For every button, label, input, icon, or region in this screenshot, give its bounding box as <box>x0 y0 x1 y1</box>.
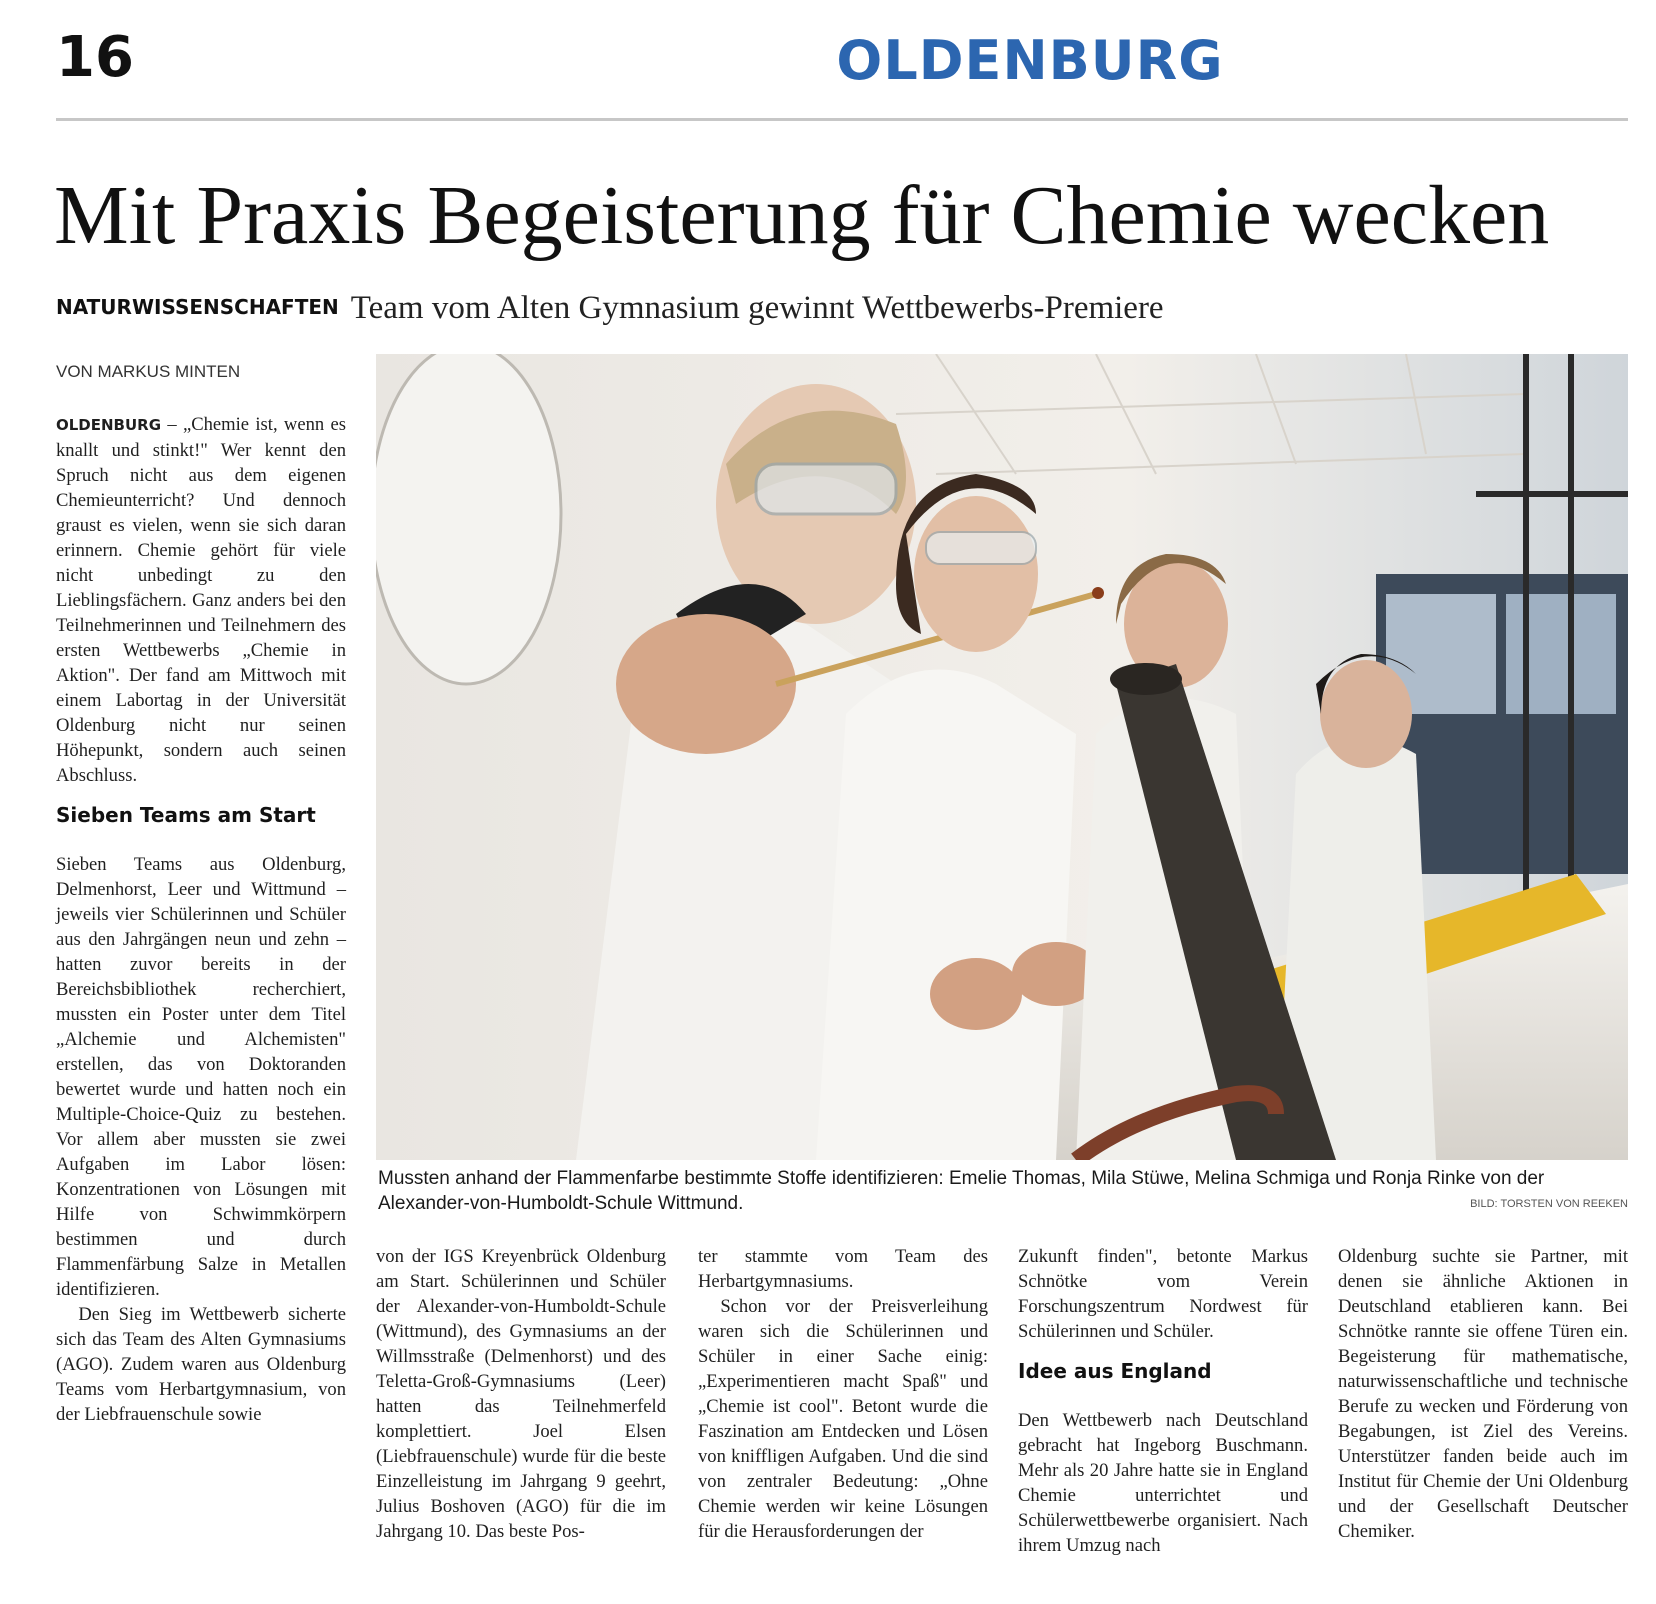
header-divider <box>56 118 1628 121</box>
paragraph-poster: ter stammte vom Team des Herbartgymnasiums. <box>698 1246 988 1292</box>
paragraph-wettbewerb: Den Wettbewerb nach Deutschland gebracht hat Ingeborg Buschmann. Mehr als 20 Jahre hatte sie in England Chemie unterrichtet und Schülerwettbewerbe organisiert. Nach ihrem Umzug nach <box>1018 1410 1308 1556</box>
byline: VON MARKUS MINTEN <box>56 362 241 381</box>
text-column-2 <box>376 1244 666 1544</box>
paragraph-sieg: Den Sieg im Wettbewerb sicherte sich das Team des Alten Gymnasiums (AGO). Zudem waren aus Oldenburg Teams vom Herbartgymnasium, von der Liebfrauenschule sowie <box>56 1304 346 1425</box>
text-column-5 <box>1338 1244 1628 1544</box>
article-photo <box>376 354 1628 1160</box>
paragraph-intro-text: – „Chemie ist, wenn es knallt und stinkt!" Wer kennt den Spruch nicht aus dem eigenen Chemieunterricht? Und dennoch graust es vielen, wenn sie sich daran erinnern. Chemie gehört für viele nicht unbedingt zu den Lieblingsfächern. Ganz anders bei den Teilnehmerinnen und Teilnehmern des ersten Wettbewerbs „Chemie in Aktion". Der fand am Mittwoch mit einem Labortag in der Universität Oldenburg nicht nur seinen Höhepunkt, sondern auch seinen Abschluss. <box>56 414 346 786</box>
paragraph-partner: Oldenburg suchte sie Partner, mit denen sie ähnliche Aktionen in Deutschland etablieren kann. Bei Schnötke rannte sie offene Türen ein. Begeisterung für mathematische, naturwissenschaftliche und technische Berufe zu wecken und Förderung von Begabungen, ist Ziel des Vereins. Unterstützer fanden beide auch im Institut für Chemie der Uni Oldenburg und der Gesellschaft Deutscher Chemiker. <box>1338 1246 1628 1542</box>
paragraph-preisverleihung: Schon vor der Preisverleihung waren sich die Schülerinnen und Schüler in einer Sache einig: „Experimentieren macht Spaß" und „Chemie ist cool". Betont wurde die Faszination am Entdecken und Lösen von kniffligen Aufgaben. Und die sind von zentraler Bedeutung: „Ohne Chemie werden wir keine Lösungen für die Herausforderungen der <box>698 1296 988 1542</box>
article-subheadline: Team vom Alten Gymnasium gewinnt Wettbewerbs-Premiere <box>350 290 1164 326</box>
photo-credit: BILD: TORSTEN VON REEKEN <box>1470 1198 1628 1210</box>
article-headline: Mit Praxis Begeisterung für Chemie wecken <box>54 169 1550 262</box>
article-subline <box>56 290 1556 327</box>
topic-kicker: NATURWISSENSCHAFTEN <box>56 295 339 319</box>
text-column-1 <box>56 412 346 1427</box>
subhead-idee-england: Idee aus England <box>1018 1359 1212 1383</box>
paragraph-teams: Sieben Teams aus Oldenburg, Delmenhorst, Leer und Wittmund – jeweils vier Schülerinnen und Schüler aus den Jahrgängen neun und zehn – hatten zuvor bereits in der Bereichsbibliothek recherchiert, mussten ein Poster unter dem Titel „Alchemie und Alchemisten" erstellen, das von Doktoranden bewertet wurde und hatten noch ein Multiple-Choice-Quiz zu bestehen. Vor allem aber mussten sie zwei Aufgaben im Labor lösen: Konzentrationen von Lösungen mit Hilfe von Schwimmkörpern bestimmen und durch Flammenfärbung Salze in Metallen identifizieren. <box>56 854 346 1300</box>
text-column-4 <box>1018 1244 1308 1558</box>
text-column-3 <box>698 1244 988 1544</box>
paragraph-teilnehmer: von der IGS Kreyenbrück Oldenburg am Start. Schülerinnen und Schüler der Alexander-von-Humboldt-Schule (Wittmund), des Gymnasiums an der Willmsstraße (Delmenhorst) und des Teletta-Groß-Gymnasiums (Leer) hatten das Teilnehmerfeld komplettiert. Joel Elsen (Liebfrauenschule) wurde für die beste Einzelleistung im Jahrgang 9 geehrt, Julius Boshoven (AGO) für die im Jahrgang 10. Das beste Pos- <box>376 1246 666 1542</box>
page-number: 16 <box>56 25 134 90</box>
section-title: OLDENBURG <box>836 29 1224 92</box>
paragraph-intro <box>56 412 346 788</box>
subhead-sieben-teams: Sieben Teams am Start <box>56 803 316 827</box>
photo-caption: Mussten anhand der Flammenfarbe bestimmte Stoffe identifizieren: Emelie Thomas, Mila Stüwe, Melina Schmiga und Ronja Rinke von der Alexander-von-Humboldt-Schule Wittmund. <box>378 1168 1545 1214</box>
paragraph-zukunft: Zukunft finden", betonte Markus Schnötke vom Verein Forschungszentrum Nordwest für Schülerinnen und Schüler. <box>1018 1246 1308 1342</box>
dateline: OLDENBURG <box>56 416 162 434</box>
